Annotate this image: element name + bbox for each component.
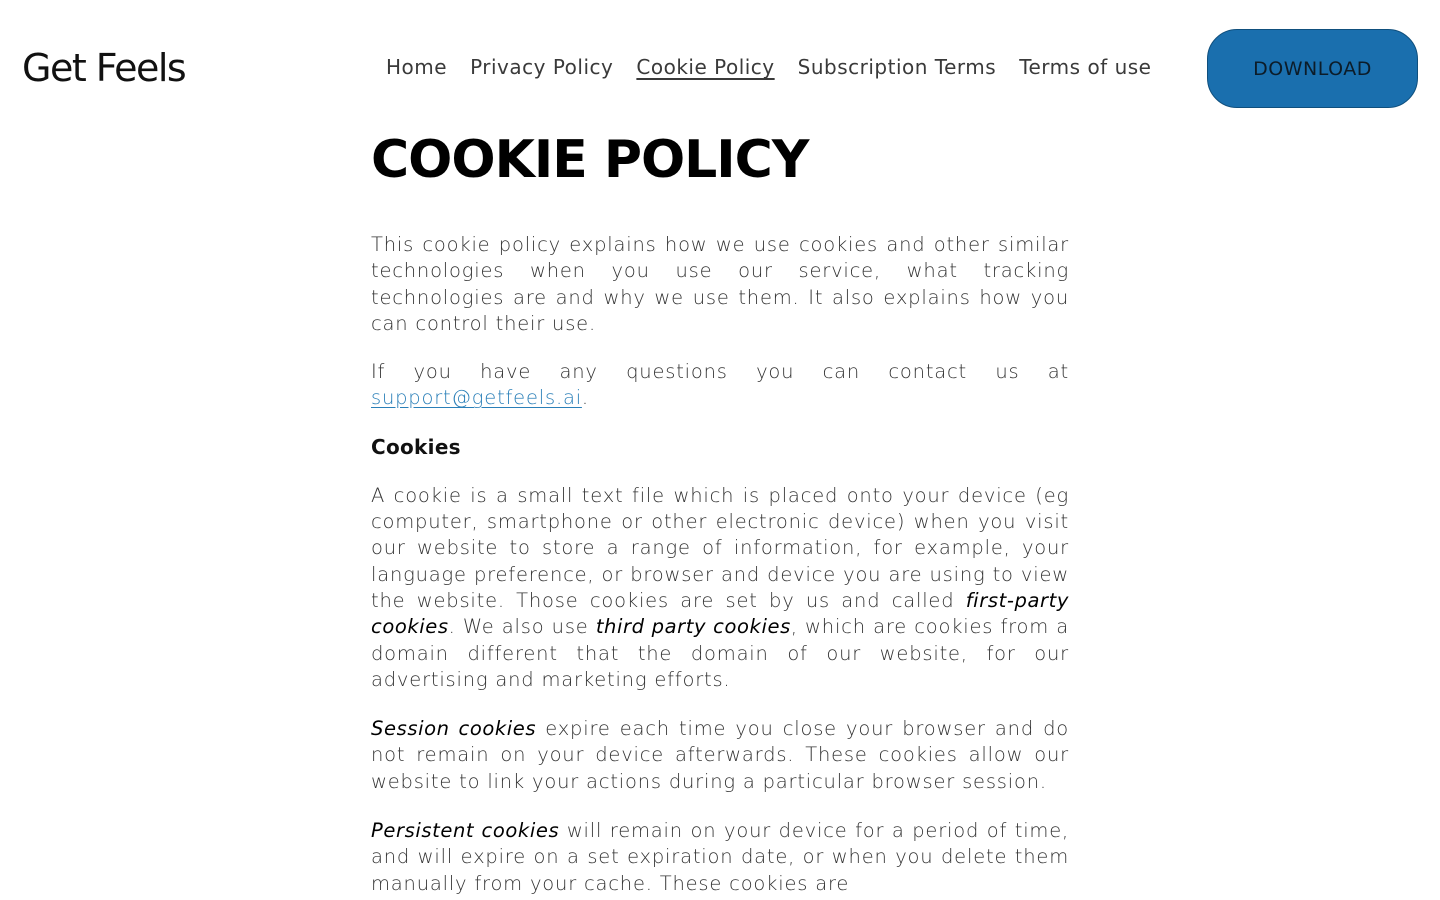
support-email-link[interactable]: support@getfeels.ai <box>371 386 582 410</box>
main-nav <box>386 52 1174 84</box>
policy-content <box>371 128 1069 897</box>
persistent-cookies-text: will remain on your device for a period of time, and will expire on a set expiration date, or when you delete them manually from your cache. These cookies are <box>371 819 1070 895</box>
intro-paragraph: This cookie policy explains how we use cookies and other similar technologies when you use our service, what tracking technologies are and why we use them. It also explains how you can control their use. <box>371 233 1069 335</box>
cookies-text-a: A cookie is a small text file which is placed onto your device (eg computer, smartphone or other electronic device) when you visit our website to store a range of information, for example, your language preference, or browser and device you are using to view the website. Those cookies are set by us and called <box>371 483 1069 612</box>
session-cookies-text: expire each time you close your browser and do not remain on your device afterwards. These cookies allow our website to link your actions during a particular browser session. <box>371 717 1070 793</box>
persistent-cookies-paragraph <box>371 818 1069 897</box>
contact-suffix: . <box>581 386 589 410</box>
cookies-definition-paragraph <box>371 483 1069 693</box>
cookies-text-b: . We also use <box>448 615 589 639</box>
contact-prefix: If you have any questions you can contact us at <box>371 360 1069 384</box>
persistent-cookies-term: Persistent cookies <box>371 819 560 843</box>
page-title: COOKIE POLICY <box>371 130 809 190</box>
session-cookies-paragraph <box>371 716 1069 795</box>
download-button[interactable]: DOWNLOAD <box>1207 29 1418 108</box>
nav-cookie-policy[interactable]: Cookie Policy <box>636 55 775 79</box>
nav-home[interactable]: Home <box>386 55 448 79</box>
cookies-text-c: , which are cookies from a domain different that the domain of our website, for our advertising and marketing efforts. <box>371 615 1070 691</box>
cookies-heading: Cookies <box>371 434 461 459</box>
site-header <box>0 0 1440 120</box>
contact-paragraph <box>371 359 1069 412</box>
nav-terms-of-use[interactable]: Terms of use <box>1019 55 1152 79</box>
site-logo[interactable]: Get Feels <box>22 46 186 90</box>
session-cookies-term: Session cookies <box>371 717 537 741</box>
third-party-cookies-term: third party cookies <box>595 615 791 639</box>
nav-privacy-policy[interactable]: Privacy Policy <box>470 55 614 79</box>
nav-subscription-terms[interactable]: Subscription Terms <box>797 55 997 79</box>
first-party-cookies-term: first-party cookies <box>371 588 1069 639</box>
